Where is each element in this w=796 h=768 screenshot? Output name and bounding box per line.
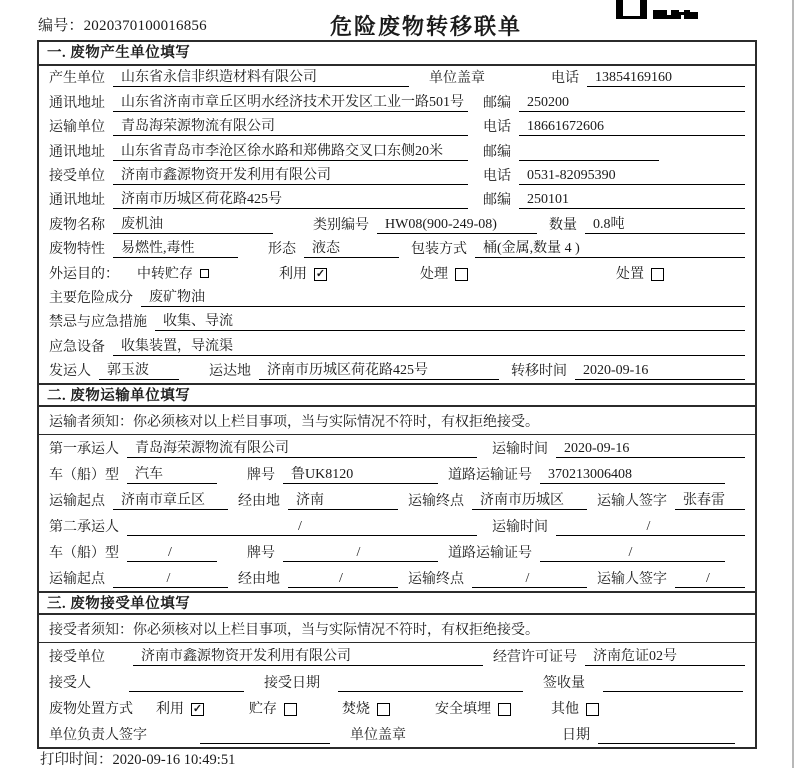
end2-label: 运输终点 — [408, 572, 464, 588]
receive-date-value — [338, 675, 523, 692]
print-time-label: 打印时间： — [40, 752, 113, 768]
document-header — [38, 10, 758, 38]
transporter-notice: 运输者须知：你必须核对以上栏目事项，当与实际情况不符时，有权拒绝接受。 — [39, 407, 755, 435]
carrier2-value: / — [127, 518, 477, 536]
row-hazard-component — [39, 286, 755, 310]
disposal-option-other — [551, 701, 599, 718]
receive-unit-label: 接受单位 — [49, 650, 105, 666]
serial-number — [38, 14, 207, 35]
sign1-label: 运输人签字 — [597, 494, 667, 510]
serial-value: 2020370100016856 — [83, 18, 207, 34]
row-receiver-person — [39, 669, 755, 695]
print-time — [40, 748, 235, 768]
receiver-value — [129, 675, 244, 692]
taboo-label: 禁忌与应急措施 — [49, 315, 147, 331]
destination-label: 运达地 — [209, 364, 251, 380]
row-vehicle2 — [39, 539, 755, 565]
row-disposal-method — [39, 695, 755, 721]
date-value — [598, 727, 735, 744]
plate2-label: 牌号 — [247, 546, 275, 562]
shipper-value: 郭玉波 — [99, 362, 179, 380]
end1-label: 运输终点 — [408, 494, 464, 510]
address2-label: 通讯地址 — [49, 144, 105, 160]
waste-name-value: 废机油 — [113, 216, 273, 234]
manifest-form-table — [37, 40, 757, 749]
received-qty-value — [603, 675, 743, 692]
vehicle1-label: 车（船）型 — [49, 468, 119, 484]
address3-label: 通讯地址 — [49, 193, 105, 209]
disposal-label: 废物处置方式 — [49, 702, 133, 718]
carrier2-label: 第二承运人 — [49, 520, 119, 536]
checkbox-utilize-checked-icon: ✓ — [315, 267, 326, 280]
postcode1-label: 邮编 — [483, 95, 511, 111]
transport-unit-value: 青岛海荣源物流有限公司 — [113, 118, 468, 136]
phone2-value: 18661672606 — [519, 118, 745, 136]
received-qty-label: 签收量 — [543, 676, 585, 692]
checkbox-treat-icon — [455, 268, 468, 281]
disposal-option-burn — [342, 701, 390, 718]
print-time-value: 2020-09-16 10:49:51 — [112, 752, 236, 768]
disposal-option-other-label: 其他 — [551, 702, 579, 718]
row-transport-address — [39, 139, 755, 163]
receive-date-label: 接受日期 — [264, 676, 320, 692]
row-route2 — [39, 565, 755, 591]
phone3-value: 0531-82095390 — [519, 167, 745, 185]
form-value: 液态 — [304, 240, 399, 258]
receiver-unit-label: 接受单位 — [49, 168, 105, 184]
address3-value: 济南市历城区荷花路425号 — [113, 191, 468, 209]
via1-value: 济南 — [288, 492, 398, 510]
checkbox-dispose-icon — [651, 268, 664, 281]
leader-sign-value — [200, 727, 330, 744]
permit-value: 济南危证02号 — [585, 648, 745, 666]
page-edge-divider — [792, 0, 794, 768]
address1-value: 山东省济南市章丘区明水经济技术开发区工业一路501号 — [113, 94, 468, 112]
row-taboo-measures — [39, 310, 755, 334]
purpose-option-utilize-label: 利用 — [279, 266, 307, 282]
row-leader-sign — [39, 721, 755, 747]
checkbox-disposal-other-icon — [586, 703, 599, 716]
phone1-label: 电话 — [551, 71, 579, 87]
traits-label: 废物特性 — [49, 242, 105, 258]
postcode3-value: 250101 — [519, 191, 745, 209]
transfer-time-label: 转移时间 — [511, 364, 567, 380]
disposal-option-store-label: 贮存 — [249, 702, 277, 718]
receiver-unit-value: 济南市鑫源物资开发利用有限公司 — [113, 167, 468, 185]
address2-value: 山东省青岛市李沧区徐水路和郑佛路交叉口东侧20米 — [113, 143, 468, 161]
serial-label: 编号： — [38, 18, 84, 34]
destination-value: 济南市历城区荷花路425号 — [259, 362, 499, 380]
disposal-option-landfill-label: 安全填埋 — [435, 702, 491, 718]
purpose-option-dispose-label: 处置 — [616, 266, 644, 282]
disposal-option-utilize-label: 利用 — [156, 702, 184, 718]
origin1-value: 济南市章丘区 — [113, 492, 228, 510]
purpose-option-storage-label: 中转贮存 — [137, 266, 193, 282]
disposal-option-store — [249, 701, 297, 718]
equipment-value: 收集装置，导流渠 — [113, 338, 745, 356]
date-label: 日期 — [562, 728, 590, 744]
purpose-option-utilize — [279, 266, 327, 283]
time1-label: 运输时间 — [492, 442, 548, 458]
row-shipper — [39, 359, 755, 383]
row-receiver-address — [39, 188, 755, 212]
packing-label: 包装方式 — [411, 242, 467, 258]
waste-name-label: 废物名称 — [49, 217, 105, 233]
via2-label: 经由地 — [238, 572, 280, 588]
permit-label: 经营许可证号 — [493, 650, 577, 666]
row-producer-address — [39, 90, 755, 114]
row-receive-unit — [39, 643, 755, 669]
license1-label: 道路运输证号 — [448, 468, 532, 484]
category-label: 类别编号 — [313, 217, 369, 233]
phone2-label: 电话 — [483, 120, 511, 136]
sign1-value: 张春雷 — [675, 492, 745, 510]
taboo-value: 收集、导流 — [155, 313, 745, 331]
sign2-label: 运输人签字 — [597, 572, 667, 588]
vehicle1-value: 汽车 — [127, 466, 217, 484]
phone3-label: 电话 — [483, 168, 511, 184]
origin1-label: 运输起点 — [49, 494, 105, 510]
traits-value: 易燃性,毒性 — [113, 240, 238, 258]
postcode2-value — [519, 144, 659, 161]
row-route1 — [39, 487, 755, 513]
equipment-label: 应急设备 — [49, 339, 105, 355]
qr-code-fragment — [578, 0, 698, 20]
hazard-value: 废矿物油 — [141, 289, 745, 307]
row-transfer-purpose — [39, 261, 755, 285]
hazard-label: 主要危险成分 — [49, 290, 133, 306]
origin2-value: / — [113, 570, 228, 588]
receiver-label: 接受人 — [49, 676, 91, 692]
license2-value: / — [540, 544, 725, 562]
transfer-time-value: 2020-09-16 — [575, 362, 745, 380]
license2-label: 道路运输证号 — [448, 546, 532, 562]
row-producer-unit — [39, 66, 755, 90]
carrier1-label: 第一承运人 — [49, 442, 119, 458]
receiver-notice: 接受者须知：你必须核对以上栏目事项，当与实际情况不符时，有权拒绝接受。 — [39, 615, 755, 643]
time1-value: 2020-09-16 — [556, 440, 745, 458]
sign2-value: / — [675, 570, 745, 588]
checkbox-disposal-landfill-icon — [498, 703, 511, 716]
checkbox-disposal-store-icon — [284, 703, 297, 716]
row-carrier1 — [39, 435, 755, 461]
unit-seal2-label: 单位盖章 — [350, 728, 406, 744]
row-emergency-equipment — [39, 334, 755, 358]
disposal-option-burn-label: 焚烧 — [342, 702, 370, 718]
via2-value: / — [288, 570, 398, 588]
purpose-option-storage — [137, 266, 209, 283]
origin2-label: 运输起点 — [49, 572, 105, 588]
packing-value: 桶(金属,数量 4 ) — [475, 240, 745, 258]
checkbox-storage-icon — [200, 269, 209, 278]
quantity-label: 数量 — [549, 217, 577, 233]
vehicle2-value: / — [127, 544, 217, 562]
section1-header: 一. 废物产生单位填写 — [39, 42, 755, 66]
plate1-value: 鲁UK8120 — [283, 466, 438, 484]
postcode1-value: 250200 — [519, 94, 745, 112]
page-title: 危险废物转移联单 — [330, 14, 523, 39]
end1-value: 济南市历城区 — [472, 492, 587, 510]
address1-label: 通讯地址 — [49, 95, 105, 111]
row-waste-traits — [39, 237, 755, 261]
postcode3-label: 邮编 — [483, 193, 511, 209]
purpose-option-treat — [420, 266, 468, 283]
disposal-option-utilize — [156, 701, 204, 718]
plate2-value: / — [283, 544, 438, 562]
via1-label: 经由地 — [238, 494, 280, 510]
row-carrier2 — [39, 513, 755, 539]
time2-label: 运输时间 — [492, 520, 548, 536]
license1-value: 370213006408 — [540, 466, 725, 484]
purpose-label: 外运目的： — [49, 266, 119, 282]
end2-value: / — [472, 570, 587, 588]
shipper-label: 发运人 — [49, 364, 91, 380]
purpose-option-treat-label: 处理 — [420, 266, 448, 282]
transport-unit-label: 运输单位 — [49, 120, 105, 136]
receive-unit-value: 济南市鑫源物资开发利用有限公司 — [133, 648, 483, 666]
quantity-value: 0.8吨 — [585, 216, 745, 234]
time2-value: / — [556, 518, 745, 536]
leader-sign-label: 单位负责人签字 — [49, 728, 147, 744]
section2-header: 二. 废物运输单位填写 — [39, 383, 755, 407]
unit-seal-label: 单位盖章 — [429, 71, 485, 87]
disposal-option-landfill — [435, 701, 511, 718]
vehicle2-label: 车（船）型 — [49, 546, 119, 562]
category-value: HW08(900-249-08) — [377, 216, 537, 234]
producer-unit-label: 产生单位 — [49, 71, 105, 87]
producer-unit-value: 山东省永信非织造材料有限公司 — [113, 69, 409, 87]
checkbox-disposal-burn-icon — [377, 703, 390, 716]
purpose-option-dispose — [616, 266, 664, 283]
row-transport-unit — [39, 115, 755, 139]
checkbox-disposal-utilize-checked-icon: ✓ — [192, 703, 203, 716]
carrier1-value: 青岛海荣源物流有限公司 — [127, 440, 477, 458]
row-receiver-unit — [39, 164, 755, 188]
plate1-label: 牌号 — [247, 468, 275, 484]
phone1-value: 13854169160 — [587, 69, 745, 87]
form-label: 形态 — [268, 242, 296, 258]
row-vehicle1 — [39, 461, 755, 487]
section3-header: 三. 废物接受单位填写 — [39, 591, 755, 615]
row-waste-name — [39, 212, 755, 236]
postcode2-label: 邮编 — [483, 144, 511, 160]
